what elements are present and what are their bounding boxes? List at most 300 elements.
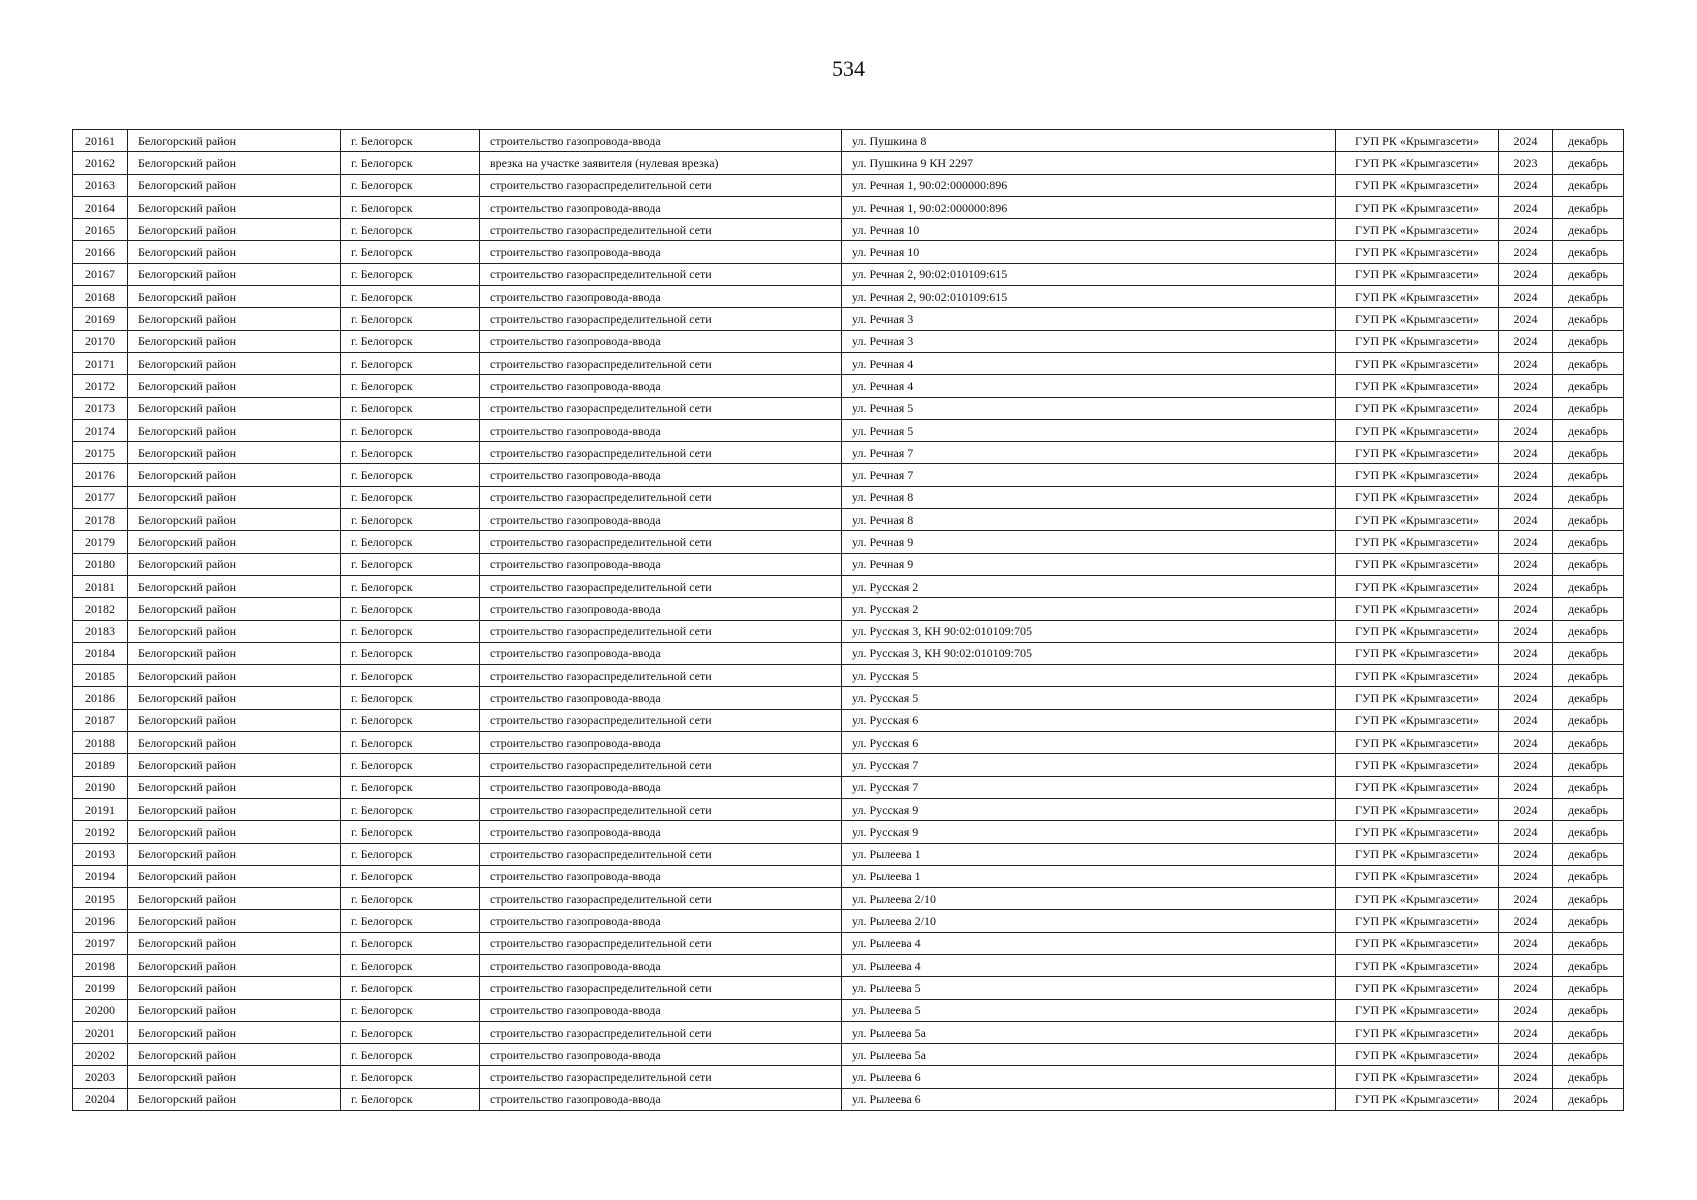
table-row [73, 865, 1624, 887]
month-cell: декабрь [1553, 352, 1624, 374]
address-cell: ул. Речная 8 [842, 509, 1336, 531]
district-cell: Белогорский район [128, 1088, 341, 1110]
year-cell: 2024 [1499, 798, 1553, 820]
district-cell: Белогорский район [128, 263, 341, 285]
work-type-cell: строительство газораспределительной сети [480, 397, 842, 419]
owner-cell: ГУП РК «Крымгазсети» [1336, 888, 1499, 910]
table-body [73, 130, 1624, 1111]
district-cell: Белогорский район [128, 196, 341, 218]
year-cell: 2024 [1499, 531, 1553, 553]
row-number: 20178 [73, 509, 128, 531]
work-type-cell: строительство газораспределительной сети [480, 219, 842, 241]
address-cell: ул. Речная 7 [842, 464, 1336, 486]
address-cell: ул. Речная 5 [842, 419, 1336, 441]
address-cell: ул. Русская 9 [842, 798, 1336, 820]
work-type-cell: строительство газораспределительной сети [480, 575, 842, 597]
city-cell: г. Белогорск [341, 598, 480, 620]
work-type-cell: строительство газопровода-ввода [480, 509, 842, 531]
work-type-cell: строительство газораспределительной сети [480, 1021, 842, 1043]
owner-cell: ГУП РК «Крымгазсети» [1336, 352, 1499, 374]
work-type-cell: строительство газопровода-ввода [480, 732, 842, 754]
owner-cell: ГУП РК «Крымгазсети» [1336, 910, 1499, 932]
district-cell: Белогорский район [128, 464, 341, 486]
row-number: 20170 [73, 330, 128, 352]
table-row [73, 620, 1624, 642]
row-number: 20162 [73, 152, 128, 174]
month-cell: декабрь [1553, 843, 1624, 865]
work-type-cell: строительство газопровода-ввода [480, 821, 842, 843]
address-cell: ул. Речная 5 [842, 397, 1336, 419]
month-cell: декабрь [1553, 1066, 1624, 1088]
month-cell: декабрь [1553, 665, 1624, 687]
address-cell: ул. Речная 7 [842, 442, 1336, 464]
year-cell: 2024 [1499, 286, 1553, 308]
year-cell: 2024 [1499, 196, 1553, 218]
month-cell: декабрь [1553, 174, 1624, 196]
city-cell: г. Белогорск [341, 286, 480, 308]
month-cell: декабрь [1553, 375, 1624, 397]
owner-cell: ГУП РК «Крымгазсети» [1336, 397, 1499, 419]
year-cell: 2024 [1499, 219, 1553, 241]
city-cell: г. Белогорск [341, 1088, 480, 1110]
table-row [73, 263, 1624, 285]
address-cell: ул. Речная 1, 90:02:000000:896 [842, 196, 1336, 218]
row-number: 20168 [73, 286, 128, 308]
district-cell: Белогорский район [128, 1044, 341, 1066]
year-cell: 2024 [1499, 442, 1553, 464]
work-type-cell: строительство газораспределительной сети [480, 798, 842, 820]
city-cell: г. Белогорск [341, 732, 480, 754]
table-row [73, 575, 1624, 597]
month-cell: декабрь [1553, 553, 1624, 575]
month-cell: декабрь [1553, 620, 1624, 642]
city-cell: г. Белогорск [341, 330, 480, 352]
month-cell: декабрь [1553, 219, 1624, 241]
year-cell: 2024 [1499, 732, 1553, 754]
month-cell: декабрь [1553, 732, 1624, 754]
city-cell: г. Белогорск [341, 397, 480, 419]
district-cell: Белогорский район [128, 397, 341, 419]
work-type-cell: строительство газопровода-ввода [480, 419, 842, 441]
work-type-cell: строительство газораспределительной сети [480, 843, 842, 865]
row-number: 20179 [73, 531, 128, 553]
work-type-cell: строительство газопровода-ввода [480, 1044, 842, 1066]
year-cell: 2024 [1499, 687, 1553, 709]
address-cell: ул. Русская 6 [842, 732, 1336, 754]
month-cell: декабрь [1553, 130, 1624, 152]
owner-cell: ГУП РК «Крымгазсети» [1336, 575, 1499, 597]
city-cell: г. Белогорск [341, 888, 480, 910]
row-number: 20191 [73, 798, 128, 820]
owner-cell: ГУП РК «Крымгазсети» [1336, 620, 1499, 642]
district-cell: Белогорский район [128, 330, 341, 352]
city-cell: г. Белогорск [341, 509, 480, 531]
district-cell: Белогорский район [128, 174, 341, 196]
row-number: 20177 [73, 486, 128, 508]
work-type-cell: строительство газораспределительной сети [480, 308, 842, 330]
owner-cell: ГУП РК «Крымгазсети» [1336, 954, 1499, 976]
work-type-cell: строительство газопровода-ввода [480, 130, 842, 152]
month-cell: декабрь [1553, 1021, 1624, 1043]
month-cell: декабрь [1553, 575, 1624, 597]
address-cell: ул. Речная 1, 90:02:000000:896 [842, 174, 1336, 196]
table-row [73, 754, 1624, 776]
year-cell: 2024 [1499, 352, 1553, 374]
city-cell: г. Белогорск [341, 977, 480, 999]
owner-cell: ГУП РК «Крымгазсети» [1336, 999, 1499, 1021]
row-number: 20197 [73, 932, 128, 954]
row-number: 20199 [73, 977, 128, 999]
address-cell: ул. Русская 3, КН 90:02:010109:705 [842, 620, 1336, 642]
year-cell: 2024 [1499, 397, 1553, 419]
city-cell: г. Белогорск [341, 642, 480, 664]
year-cell: 2024 [1499, 620, 1553, 642]
city-cell: г. Белогорск [341, 999, 480, 1021]
work-type-cell: строительство газопровода-ввода [480, 464, 842, 486]
city-cell: г. Белогорск [341, 486, 480, 508]
table-row [73, 553, 1624, 575]
work-type-cell: строительство газораспределительной сети [480, 263, 842, 285]
year-cell: 2023 [1499, 152, 1553, 174]
district-cell: Белогорский район [128, 553, 341, 575]
city-cell: г. Белогорск [341, 575, 480, 597]
month-cell: декабрь [1553, 598, 1624, 620]
month-cell: декабрь [1553, 330, 1624, 352]
work-type-cell: строительство газопровода-ввода [480, 1088, 842, 1110]
work-type-cell: строительство газораспределительной сети [480, 754, 842, 776]
month-cell: декабрь [1553, 709, 1624, 731]
year-cell: 2024 [1499, 1066, 1553, 1088]
work-type-cell: строительство газораспределительной сети [480, 174, 842, 196]
row-number: 20165 [73, 219, 128, 241]
work-type-cell: строительство газораспределительной сети [480, 352, 842, 374]
work-type-cell: строительство газопровода-ввода [480, 196, 842, 218]
month-cell: декабрь [1553, 419, 1624, 441]
year-cell: 2024 [1499, 509, 1553, 531]
month-cell: декабрь [1553, 1044, 1624, 1066]
month-cell: декабрь [1553, 263, 1624, 285]
city-cell: г. Белогорск [341, 932, 480, 954]
city-cell: г. Белогорск [341, 263, 480, 285]
year-cell: 2024 [1499, 308, 1553, 330]
city-cell: г. Белогорск [341, 375, 480, 397]
table-row [73, 1088, 1624, 1110]
owner-cell: ГУП РК «Крымгазсети» [1336, 553, 1499, 575]
city-cell: г. Белогорск [341, 196, 480, 218]
month-cell: декабрь [1553, 642, 1624, 664]
owner-cell: ГУП РК «Крымгазсети» [1336, 419, 1499, 441]
address-cell: ул. Речная 10 [842, 219, 1336, 241]
owner-cell: ГУП РК «Крымгазсети» [1336, 330, 1499, 352]
address-cell: ул. Рылеева 4 [842, 954, 1336, 976]
table-row [73, 352, 1624, 374]
row-number: 20195 [73, 888, 128, 910]
month-cell: декабрь [1553, 865, 1624, 887]
owner-cell: ГУП РК «Крымгазсети» [1336, 196, 1499, 218]
month-cell: декабрь [1553, 241, 1624, 263]
address-cell: ул. Русская 5 [842, 665, 1336, 687]
year-cell: 2024 [1499, 330, 1553, 352]
city-cell: г. Белогорск [341, 687, 480, 709]
row-number: 20182 [73, 598, 128, 620]
district-cell: Белогорский район [128, 241, 341, 263]
address-cell: ул. Пушкина 8 [842, 130, 1336, 152]
year-cell: 2024 [1499, 263, 1553, 285]
district-cell: Белогорский район [128, 821, 341, 843]
owner-cell: ГУП РК «Крымгазсети» [1336, 754, 1499, 776]
work-type-cell: строительство газораспределительной сети [480, 665, 842, 687]
owner-cell: ГУП РК «Крымгазсети» [1336, 821, 1499, 843]
month-cell: декабрь [1553, 954, 1624, 976]
table-row [73, 642, 1624, 664]
page-number: 534 [832, 56, 865, 81]
address-cell: ул. Рылеева 6 [842, 1088, 1336, 1110]
city-cell: г. Белогорск [341, 308, 480, 330]
table-row [73, 464, 1624, 486]
table-row [73, 821, 1624, 843]
month-cell: декабрь [1553, 531, 1624, 553]
work-type-cell: строительство газопровода-ввода [480, 375, 842, 397]
owner-cell: ГУП РК «Крымгазсети» [1336, 1021, 1499, 1043]
address-cell: ул. Речная 10 [842, 241, 1336, 263]
address-cell: ул. Рылеева 2/10 [842, 888, 1336, 910]
row-number: 20171 [73, 352, 128, 374]
district-cell: Белогорский район [128, 531, 341, 553]
row-number: 20166 [73, 241, 128, 263]
owner-cell: ГУП РК «Крымгазсети» [1336, 1088, 1499, 1110]
address-cell: ул. Русская 9 [842, 821, 1336, 843]
owner-cell: ГУП РК «Крымгазсети» [1336, 174, 1499, 196]
work-type-cell: строительство газораспределительной сети [480, 531, 842, 553]
year-cell: 2024 [1499, 910, 1553, 932]
table-row [73, 1021, 1624, 1043]
owner-cell: ГУП РК «Крымгазсети» [1336, 665, 1499, 687]
owner-cell: ГУП РК «Крымгазсети» [1336, 642, 1499, 664]
table-row [73, 888, 1624, 910]
district-cell: Белогорский район [128, 776, 341, 798]
year-cell: 2024 [1499, 954, 1553, 976]
address-cell: ул. Рылеева 2/10 [842, 910, 1336, 932]
row-number: 20202 [73, 1044, 128, 1066]
month-cell: декабрь [1553, 821, 1624, 843]
district-cell: Белогорский район [128, 308, 341, 330]
owner-cell: ГУП РК «Крымгазсети» [1336, 1044, 1499, 1066]
city-cell: г. Белогорск [341, 219, 480, 241]
district-cell: Белогорский район [128, 375, 341, 397]
city-cell: г. Белогорск [341, 241, 480, 263]
month-cell: декабрь [1553, 754, 1624, 776]
table-row [73, 196, 1624, 218]
city-cell: г. Белогорск [341, 821, 480, 843]
owner-cell: ГУП РК «Крымгазсети» [1336, 130, 1499, 152]
work-type-cell: строительство газопровода-ввода [480, 642, 842, 664]
district-cell: Белогорский район [128, 754, 341, 776]
address-cell: ул. Русская 6 [842, 709, 1336, 731]
year-cell: 2024 [1499, 130, 1553, 152]
month-cell: декабрь [1553, 798, 1624, 820]
work-type-cell: строительство газораспределительной сети [480, 486, 842, 508]
city-cell: г. Белогорск [341, 665, 480, 687]
work-type-cell: строительство газопровода-ввода [480, 865, 842, 887]
district-cell: Белогорский район [128, 999, 341, 1021]
city-cell: г. Белогорск [341, 174, 480, 196]
month-cell: декабрь [1553, 888, 1624, 910]
work-type-cell: строительство газопровода-ввода [480, 553, 842, 575]
address-cell: ул. Речная 3 [842, 330, 1336, 352]
city-cell: г. Белогорск [341, 865, 480, 887]
owner-cell: ГУП РК «Крымгазсети» [1336, 442, 1499, 464]
district-cell: Белогорский район [128, 954, 341, 976]
city-cell: г. Белогорск [341, 620, 480, 642]
district-cell: Белогорский район [128, 442, 341, 464]
table-row [73, 843, 1624, 865]
month-cell: декабрь [1553, 286, 1624, 308]
district-cell: Белогорский район [128, 1021, 341, 1043]
table-row [73, 286, 1624, 308]
address-cell: ул. Рылеева 5 [842, 977, 1336, 999]
row-number: 20187 [73, 709, 128, 731]
table-row [73, 130, 1624, 152]
table-row [73, 709, 1624, 731]
city-cell: г. Белогорск [341, 910, 480, 932]
district-cell: Белогорский район [128, 486, 341, 508]
table-row [73, 397, 1624, 419]
district-cell: Белогорский район [128, 575, 341, 597]
table-row [73, 531, 1624, 553]
district-cell: Белогорский район [128, 687, 341, 709]
year-cell: 2024 [1499, 241, 1553, 263]
row-number: 20183 [73, 620, 128, 642]
table-row [73, 776, 1624, 798]
owner-cell: ГУП РК «Крымгазсети» [1336, 732, 1499, 754]
month-cell: декабрь [1553, 464, 1624, 486]
address-cell: ул. Рылеева 5 [842, 999, 1336, 1021]
address-cell: ул. Речная 9 [842, 553, 1336, 575]
row-number: 20185 [73, 665, 128, 687]
month-cell: декабрь [1553, 397, 1624, 419]
owner-cell: ГУП РК «Крымгазсети» [1336, 509, 1499, 531]
owner-cell: ГУП РК «Крымгазсети» [1336, 286, 1499, 308]
row-number: 20193 [73, 843, 128, 865]
work-type-cell: строительство газопровода-ввода [480, 776, 842, 798]
work-type-cell: строительство газопровода-ввода [480, 241, 842, 263]
year-cell: 2024 [1499, 553, 1553, 575]
work-type-cell: строительство газопровода-ввода [480, 687, 842, 709]
table-row [73, 241, 1624, 263]
month-cell: декабрь [1553, 977, 1624, 999]
city-cell: г. Белогорск [341, 553, 480, 575]
work-type-cell: строительство газопровода-ввода [480, 286, 842, 308]
table-row [73, 977, 1624, 999]
address-cell: ул. Рылеева 5а [842, 1044, 1336, 1066]
district-cell: Белогорский район [128, 219, 341, 241]
district-cell: Белогорский район [128, 1066, 341, 1088]
owner-cell: ГУП РК «Крымгазсети» [1336, 375, 1499, 397]
work-type-cell: строительство газораспределительной сети [480, 709, 842, 731]
owner-cell: ГУП РК «Крымгазсети» [1336, 798, 1499, 820]
table-row [73, 375, 1624, 397]
row-number: 20173 [73, 397, 128, 419]
city-cell: г. Белогорск [341, 1021, 480, 1043]
work-type-cell: строительство газораспределительной сети [480, 932, 842, 954]
year-cell: 2024 [1499, 642, 1553, 664]
district-cell: Белогорский район [128, 509, 341, 531]
month-cell: декабрь [1553, 910, 1624, 932]
table-row [73, 330, 1624, 352]
owner-cell: ГУП РК «Крымгазсети» [1336, 932, 1499, 954]
work-type-cell: строительство газораспределительной сети [480, 977, 842, 999]
year-cell: 2024 [1499, 665, 1553, 687]
address-cell: ул. Речная 2, 90:02:010109:615 [842, 286, 1336, 308]
year-cell: 2024 [1499, 932, 1553, 954]
year-cell: 2024 [1499, 1021, 1553, 1043]
row-number: 20169 [73, 308, 128, 330]
district-cell: Белогорский район [128, 130, 341, 152]
month-cell: декабрь [1553, 1088, 1624, 1110]
month-cell: декабрь [1553, 776, 1624, 798]
owner-cell: ГУП РК «Крымгазсети» [1336, 531, 1499, 553]
table-row [73, 665, 1624, 687]
address-cell: ул. Русская 2 [842, 598, 1336, 620]
row-number: 20198 [73, 954, 128, 976]
owner-cell: ГУП РК «Крымгазсети» [1336, 152, 1499, 174]
address-cell: ул. Рылеева 1 [842, 843, 1336, 865]
city-cell: г. Белогорск [341, 776, 480, 798]
owner-cell: ГУП РК «Крымгазсети» [1336, 687, 1499, 709]
table-row [73, 442, 1624, 464]
year-cell: 2024 [1499, 174, 1553, 196]
city-cell: г. Белогорск [341, 130, 480, 152]
owner-cell: ГУП РК «Крымгазсети» [1336, 865, 1499, 887]
year-cell: 2024 [1499, 709, 1553, 731]
table-row [73, 174, 1624, 196]
district-cell: Белогорский район [128, 152, 341, 174]
address-cell: ул. Речная 8 [842, 486, 1336, 508]
work-type-cell: строительство газораспределительной сети [480, 1066, 842, 1088]
owner-cell: ГУП РК «Крымгазсети» [1336, 843, 1499, 865]
address-cell: ул. Рылеева 1 [842, 865, 1336, 887]
month-cell: декабрь [1553, 509, 1624, 531]
table-row [73, 732, 1624, 754]
row-number: 20184 [73, 642, 128, 664]
row-number: 20161 [73, 130, 128, 152]
year-cell: 2024 [1499, 754, 1553, 776]
table-row [73, 219, 1624, 241]
district-cell: Белогорский район [128, 732, 341, 754]
district-cell: Белогорский район [128, 286, 341, 308]
work-type-cell: строительство газопровода-ввода [480, 910, 842, 932]
city-cell: г. Белогорск [341, 709, 480, 731]
address-cell: ул. Русская 7 [842, 754, 1336, 776]
row-number: 20186 [73, 687, 128, 709]
month-cell: декабрь [1553, 932, 1624, 954]
table-row [73, 798, 1624, 820]
month-cell: декабрь [1553, 999, 1624, 1021]
row-number: 20180 [73, 553, 128, 575]
year-cell: 2024 [1499, 486, 1553, 508]
table-row [73, 932, 1624, 954]
owner-cell: ГУП РК «Крымгазсети» [1336, 241, 1499, 263]
city-cell: г. Белогорск [341, 1044, 480, 1066]
city-cell: г. Белогорск [341, 352, 480, 374]
owner-cell: ГУП РК «Крымгазсети» [1336, 977, 1499, 999]
row-number: 20164 [73, 196, 128, 218]
row-number: 20172 [73, 375, 128, 397]
city-cell: г. Белогорск [341, 754, 480, 776]
table-row [73, 509, 1624, 531]
year-cell: 2024 [1499, 419, 1553, 441]
row-number: 20174 [73, 419, 128, 441]
